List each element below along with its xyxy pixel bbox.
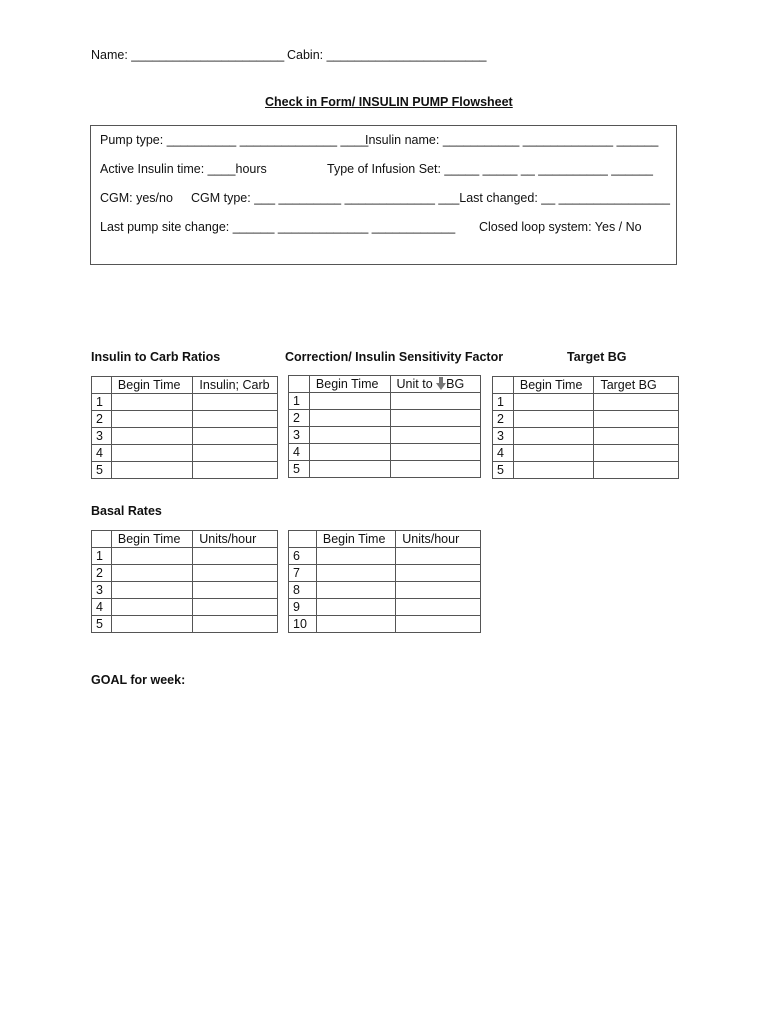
row-number: 5: [92, 616, 112, 633]
table-row: [92, 616, 278, 633]
row-number: 1: [92, 548, 112, 565]
units-cell[interactable]: [396, 599, 481, 616]
goal-for-week-label: GOAL for week:: [91, 673, 186, 687]
table-header-row: [493, 377, 679, 394]
correction-factor-table: [288, 375, 481, 478]
row-number: 1: [493, 394, 514, 411]
infusion-set-field: Type of Infusion Set: _____ _____ __ __________ ______: [327, 162, 653, 176]
cgm-type-field: CGM type: ___ _________ _____________ ___Last changed: __ ________________: [191, 191, 670, 205]
down-arrow-icon: [436, 377, 446, 390]
target-bg-title: Target BG: [567, 350, 627, 364]
row-number: 2: [92, 565, 112, 582]
carb-ratios-title: Insulin to Carb Ratios: [91, 350, 221, 364]
begin-time-cell[interactable]: [309, 427, 390, 444]
begin-time-cell[interactable]: [111, 582, 192, 599]
unit-cell[interactable]: [390, 444, 480, 461]
basal-rates-table-1: [91, 530, 278, 633]
pump-type-field: Pump type: __________ ______________ ____: [100, 133, 369, 147]
table-row: [493, 411, 679, 428]
table-row: [289, 461, 481, 478]
begin-time-cell[interactable]: [316, 548, 395, 565]
target-cell[interactable]: [594, 394, 679, 411]
target-cell[interactable]: [594, 445, 679, 462]
insulin-carb-header: Insulin; Carb: [193, 377, 278, 394]
table-row: [493, 394, 679, 411]
table-row: [92, 394, 278, 411]
begin-time-cell[interactable]: [111, 445, 193, 462]
begin-time-cell[interactable]: [316, 616, 395, 633]
table-row: [92, 565, 278, 582]
table-row: [289, 444, 481, 461]
row-number: 1: [289, 393, 310, 410]
row-number: 1: [92, 394, 112, 411]
row-number-header: [92, 377, 112, 394]
table-row: [289, 565, 481, 582]
row-number: 5: [92, 462, 112, 479]
carb-ratios-table: [91, 376, 278, 479]
units-cell[interactable]: [396, 548, 481, 565]
begin-time-cell[interactable]: [316, 582, 395, 599]
begin-time-cell[interactable]: [513, 445, 594, 462]
unit-cell[interactable]: [390, 393, 480, 410]
begin-time-cell[interactable]: [309, 393, 390, 410]
row-number: 3: [289, 427, 310, 444]
table-row: [493, 445, 679, 462]
table-header-row: [289, 531, 481, 548]
row-number: 5: [493, 462, 514, 479]
unit-cell[interactable]: [390, 427, 480, 444]
begin-time-cell[interactable]: [316, 565, 395, 582]
unit-cell[interactable]: [390, 410, 480, 427]
basal-rates-table-2: [288, 530, 481, 633]
ratio-cell[interactable]: [193, 411, 278, 428]
row-number-header: [92, 531, 112, 548]
table-row: [92, 582, 278, 599]
row-number: 3: [92, 582, 112, 599]
row-number: 3: [493, 428, 514, 445]
units-cell[interactable]: [193, 548, 278, 565]
row-number: 10: [289, 616, 317, 633]
row-number: 4: [289, 444, 310, 461]
begin-time-cell[interactable]: [111, 394, 193, 411]
unit-to-bg-header: [390, 376, 480, 393]
begin-time-header: Begin Time: [111, 531, 192, 548]
active-insulin-field: Active Insulin time: ____hours: [100, 162, 267, 176]
basal-rates-title: Basal Rates: [91, 504, 162, 518]
cabin-field-label: Cabin: _______________________: [287, 48, 487, 62]
closed-loop-field: Closed loop system: Yes / No: [479, 220, 642, 234]
table-row: [92, 445, 278, 462]
target-bg-table: [492, 376, 679, 479]
begin-time-cell[interactable]: [513, 394, 594, 411]
units-cell[interactable]: [193, 565, 278, 582]
table-header-row: [92, 377, 278, 394]
table-row: [289, 599, 481, 616]
unit-to-label: Unit to: [396, 377, 433, 391]
row-number: 4: [493, 445, 514, 462]
begin-time-header: Begin Time: [111, 377, 193, 394]
ratio-cell[interactable]: [193, 394, 278, 411]
table-row: [493, 462, 679, 479]
table-row: [289, 427, 481, 444]
correction-factor-title: Correction/ Insulin Sensitivity Factor: [285, 350, 504, 364]
row-number-header: [289, 531, 317, 548]
begin-time-cell[interactable]: [111, 616, 192, 633]
begin-time-cell[interactable]: [513, 411, 594, 428]
ratio-cell[interactable]: [193, 428, 278, 445]
units-cell[interactable]: [193, 582, 278, 599]
units-hour-header: Units/hour: [396, 531, 481, 548]
begin-time-cell[interactable]: [111, 565, 192, 582]
row-number: 5: [289, 461, 310, 478]
form-title: Check in Form/ INSULIN PUMP Flowsheet: [265, 95, 513, 109]
table-row: [493, 428, 679, 445]
begin-time-header: Begin Time: [309, 376, 390, 393]
cgm-yes-no-field: CGM: yes/no: [100, 191, 173, 205]
begin-time-cell[interactable]: [111, 462, 193, 479]
row-number: 9: [289, 599, 317, 616]
name-field-label: Name: ______________________: [91, 48, 285, 62]
units-cell[interactable]: [396, 582, 481, 599]
table-header-row: [92, 531, 278, 548]
begin-time-cell[interactable]: [111, 599, 192, 616]
begin-time-cell[interactable]: [316, 599, 395, 616]
ratio-cell[interactable]: [193, 445, 278, 462]
begin-time-cell[interactable]: [111, 428, 193, 445]
units-cell[interactable]: [193, 599, 278, 616]
units-cell[interactable]: [396, 565, 481, 582]
ratio-cell[interactable]: [193, 462, 278, 479]
begin-time-cell[interactable]: [111, 411, 193, 428]
table-row: [92, 462, 278, 479]
begin-time-header: Begin Time: [316, 531, 395, 548]
last-site-change-field: Last pump site change: ______ _____________ ____________: [100, 220, 456, 234]
units-cell[interactable]: [193, 616, 278, 633]
table-row: [289, 410, 481, 427]
table-header-row: [289, 376, 481, 393]
target-bg-header: Target BG: [594, 377, 679, 394]
row-number: 3: [92, 428, 112, 445]
row-number: 4: [92, 445, 112, 462]
row-number: 7: [289, 565, 317, 582]
table-row: [92, 411, 278, 428]
target-cell[interactable]: [594, 428, 679, 445]
bg-label: BG: [446, 377, 465, 391]
begin-time-cell[interactable]: [513, 428, 594, 445]
row-number: 4: [92, 599, 112, 616]
begin-time-cell[interactable]: [309, 444, 390, 461]
row-number-header: [289, 376, 310, 393]
table-row: [289, 548, 481, 565]
row-number: 2: [92, 411, 112, 428]
insulin-name-field: Insulin name: ___________ _____________ ______: [365, 133, 659, 147]
row-number: 8: [289, 582, 317, 599]
begin-time-cell[interactable]: [309, 461, 390, 478]
table-row: [92, 428, 278, 445]
begin-time-cell[interactable]: [111, 548, 192, 565]
begin-time-cell[interactable]: [513, 462, 594, 479]
table-row: [92, 548, 278, 565]
table-row: [289, 616, 481, 633]
target-cell[interactable]: [594, 462, 679, 479]
row-number: 2: [493, 411, 514, 428]
begin-time-cell[interactable]: [309, 410, 390, 427]
unit-cell[interactable]: [390, 461, 480, 478]
table-row: [289, 393, 481, 410]
target-cell[interactable]: [594, 411, 679, 428]
table-row: [92, 599, 278, 616]
units-hour-header: Units/hour: [193, 531, 278, 548]
table-row: [289, 582, 481, 599]
row-number: 6: [289, 548, 317, 565]
begin-time-header: Begin Time: [513, 377, 594, 394]
row-number-header: [493, 377, 514, 394]
units-cell[interactable]: [396, 616, 481, 633]
row-number: 2: [289, 410, 310, 427]
